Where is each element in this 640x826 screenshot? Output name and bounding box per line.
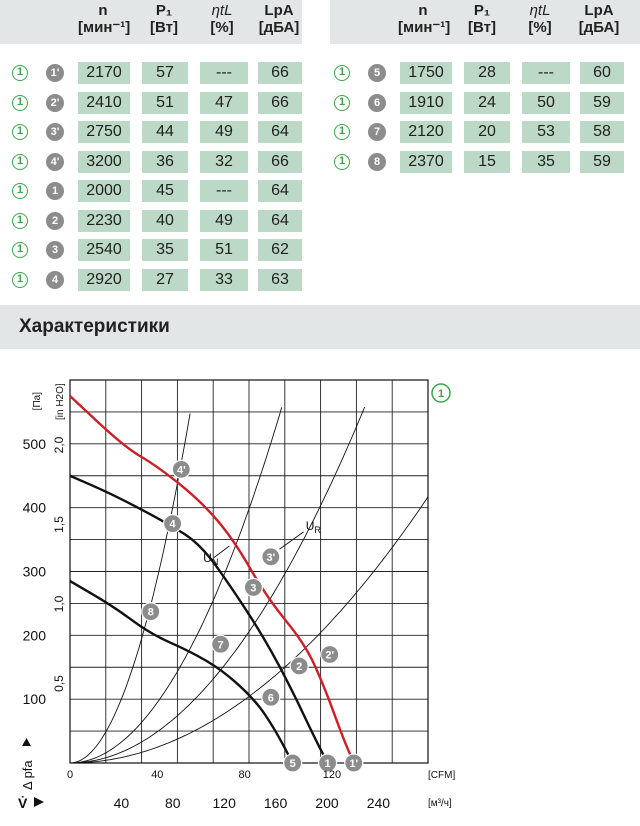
curve-id-badge: 1 — [334, 154, 350, 170]
curve-id-badge: 1 — [12, 154, 28, 170]
cell-efficiency: 33 — [200, 269, 248, 291]
operating-point-label: 3' — [266, 551, 276, 564]
operating-point-badge: 5 — [368, 64, 386, 82]
cell-power: 24 — [464, 92, 510, 114]
operating-point-label: 3 — [250, 582, 257, 595]
curve-label: $U_N$ — [203, 550, 219, 567]
y-tick-inh2o: 1,0 — [52, 595, 66, 613]
x-axis-label: V̇ — [18, 795, 28, 811]
cell-speed: 2170 — [78, 62, 130, 84]
x-tick-cfm: 120 — [322, 769, 342, 781]
cell-efficiency: 35 — [522, 151, 570, 173]
cell-speed: 1910 — [400, 92, 452, 114]
performance-curve — [70, 476, 328, 763]
cell-efficiency: 47 — [200, 92, 248, 114]
cell-speed: 3200 — [78, 151, 130, 173]
cell-speed: 2120 — [400, 121, 452, 143]
operating-point-badge: 6 — [368, 94, 386, 112]
y-tick-pa: 200 — [22, 627, 46, 644]
operating-point-badge: 4' — [46, 153, 64, 171]
operating-point-label: 4' — [176, 464, 186, 477]
cell-sound-level: 66 — [258, 151, 302, 173]
operating-point-badge: 8 — [368, 153, 386, 171]
cell-efficiency: 51 — [200, 239, 248, 261]
cell-efficiency: --- — [522, 62, 570, 84]
operating-point-label: 5 — [289, 758, 296, 770]
x-axis-arrow — [34, 797, 44, 807]
cell-efficiency: 53 — [522, 121, 570, 143]
cell-power: 44 — [142, 121, 188, 143]
y-tick-pa: 400 — [22, 499, 46, 516]
operating-point-label: 4 — [169, 518, 176, 531]
y-unit-pa: [Па] — [32, 392, 43, 411]
cell-power: 45 — [142, 180, 188, 202]
cell-power: 40 — [142, 210, 188, 232]
y-tick-pa: 300 — [22, 563, 46, 580]
x-tick-cfm: 0 — [66, 769, 74, 781]
x-tick-m3h: 160 — [263, 795, 288, 811]
col-n: n [мин⁻¹] — [398, 2, 451, 36]
operating-point-badge: 3' — [46, 123, 64, 141]
cell-power: 20 — [464, 121, 510, 143]
curve-id-badge: 1 — [12, 242, 28, 258]
curve-id-badge: 1 — [12, 183, 28, 199]
performance-curve — [70, 396, 354, 763]
y-axis-arrow — [22, 738, 31, 746]
x-tick-m3h: 80 — [165, 795, 181, 811]
cell-speed: 2750 — [78, 121, 130, 143]
cell-sound-level: 64 — [258, 121, 302, 143]
y-tick-pa: 500 — [22, 435, 46, 452]
operating-point-badge: 1 — [46, 182, 64, 200]
cell-speed: 2370 — [400, 151, 452, 173]
curve-id-badge: 1 — [334, 95, 350, 111]
cell-power: 15 — [464, 151, 510, 173]
operating-point-label: 8 — [147, 606, 154, 619]
operating-point-label: 6 — [267, 692, 274, 705]
col-eta: ηtL [%] — [528, 2, 552, 36]
y-unit-inh2o: [in H2O] — [55, 383, 66, 420]
cell-sound-level: 60 — [580, 62, 624, 84]
col-lp: LpA [дБА] — [578, 2, 620, 36]
cell-speed: 2410 — [78, 92, 130, 114]
cell-speed: 2230 — [78, 210, 130, 232]
y-tick-inh2o: 1,5 — [52, 516, 66, 533]
cell-power: 35 — [142, 239, 188, 261]
operating-point-badge: 2' — [46, 94, 64, 112]
y-tick-pa: 100 — [22, 691, 46, 708]
cell-sound-level: 66 — [258, 92, 302, 114]
operating-point-badge: 3 — [46, 241, 64, 259]
curve-id-badge: 1 — [334, 124, 350, 140]
operating-point-badge: 1' — [46, 64, 64, 82]
x-tick-m3h: 120 — [212, 795, 236, 811]
cell-efficiency: --- — [200, 180, 248, 202]
cell-sound-level: 58 — [580, 121, 624, 143]
curve-id-badge: 1 — [12, 272, 28, 288]
y-tick-inh2o: 0,5 — [52, 675, 66, 692]
cell-power: 36 — [142, 151, 188, 173]
col-p: P₁ [Вт] — [150, 2, 178, 36]
operating-point-label: 1' — [349, 758, 359, 770]
curve-id-badge: 1 — [12, 95, 28, 111]
curve-id-badge: 1 — [12, 65, 28, 81]
col-eta: ηtL [%] — [210, 2, 234, 36]
x-tick-m3h: 240 — [366, 795, 391, 811]
operating-point-badge: 7 — [368, 123, 386, 141]
cell-speed: 2540 — [78, 239, 130, 261]
operating-point-label: 7 — [217, 639, 224, 652]
col-n: n [мин⁻¹] — [78, 2, 131, 36]
cell-sound-level: 59 — [580, 151, 624, 173]
x-tick-cfm: 80 — [238, 769, 251, 781]
x-tick-cfm: 40 — [151, 769, 164, 781]
x-tick-m3h: 40 — [113, 795, 130, 811]
cell-sound-level: 66 — [258, 62, 302, 84]
curve-id-badge: 1 — [334, 65, 350, 81]
cell-efficiency: 49 — [200, 121, 248, 143]
cell-sound-level: 63 — [258, 269, 302, 291]
cell-sound-level: 59 — [580, 92, 624, 114]
curve-id-badge: 1 — [12, 213, 28, 229]
cell-power: 57 — [142, 62, 188, 84]
cell-speed: 2000 — [78, 180, 130, 202]
col-p: P₁ [Вт] — [468, 2, 496, 36]
y-axis-label: Δ pfa — [20, 760, 35, 790]
curve-label-leader — [214, 546, 229, 557]
chart-badge-label: 1 — [437, 388, 445, 400]
curve-label: $U_R$ — [305, 519, 321, 536]
cell-efficiency: 50 — [522, 92, 570, 114]
x-tick-m3h: 200 — [315, 795, 339, 811]
cell-sound-level: 62 — [258, 239, 302, 261]
x-unit-cfm: [CFM] — [428, 770, 456, 781]
cell-sound-level: 64 — [258, 210, 302, 232]
col-lp: LpA [дБА] — [258, 2, 300, 36]
cell-power: 51 — [142, 92, 188, 114]
cell-power: 27 — [142, 269, 188, 291]
cell-speed: 2920 — [78, 269, 130, 291]
curve-id-badge: 1 — [12, 124, 28, 140]
cell-efficiency: 49 — [200, 210, 248, 232]
operating-point-label: 2 — [296, 660, 303, 673]
cell-speed: 1750 — [400, 62, 452, 84]
operating-point-label: 2' — [325, 649, 335, 662]
y-tick-inh2o: 2,0 — [52, 436, 66, 454]
operating-point-badge: 2 — [46, 212, 64, 230]
cell-efficiency: --- — [200, 62, 248, 84]
x-unit-m3h: [м³/ч] — [428, 798, 452, 809]
section-title: Характеристики — [19, 316, 170, 337]
operating-point-badge: 4 — [46, 271, 64, 289]
cell-sound-level: 64 — [258, 180, 302, 202]
cell-power: 28 — [464, 62, 510, 84]
cell-efficiency: 32 — [200, 151, 248, 173]
operating-point-label: 1 — [324, 758, 331, 770]
system-curve — [70, 414, 190, 764]
